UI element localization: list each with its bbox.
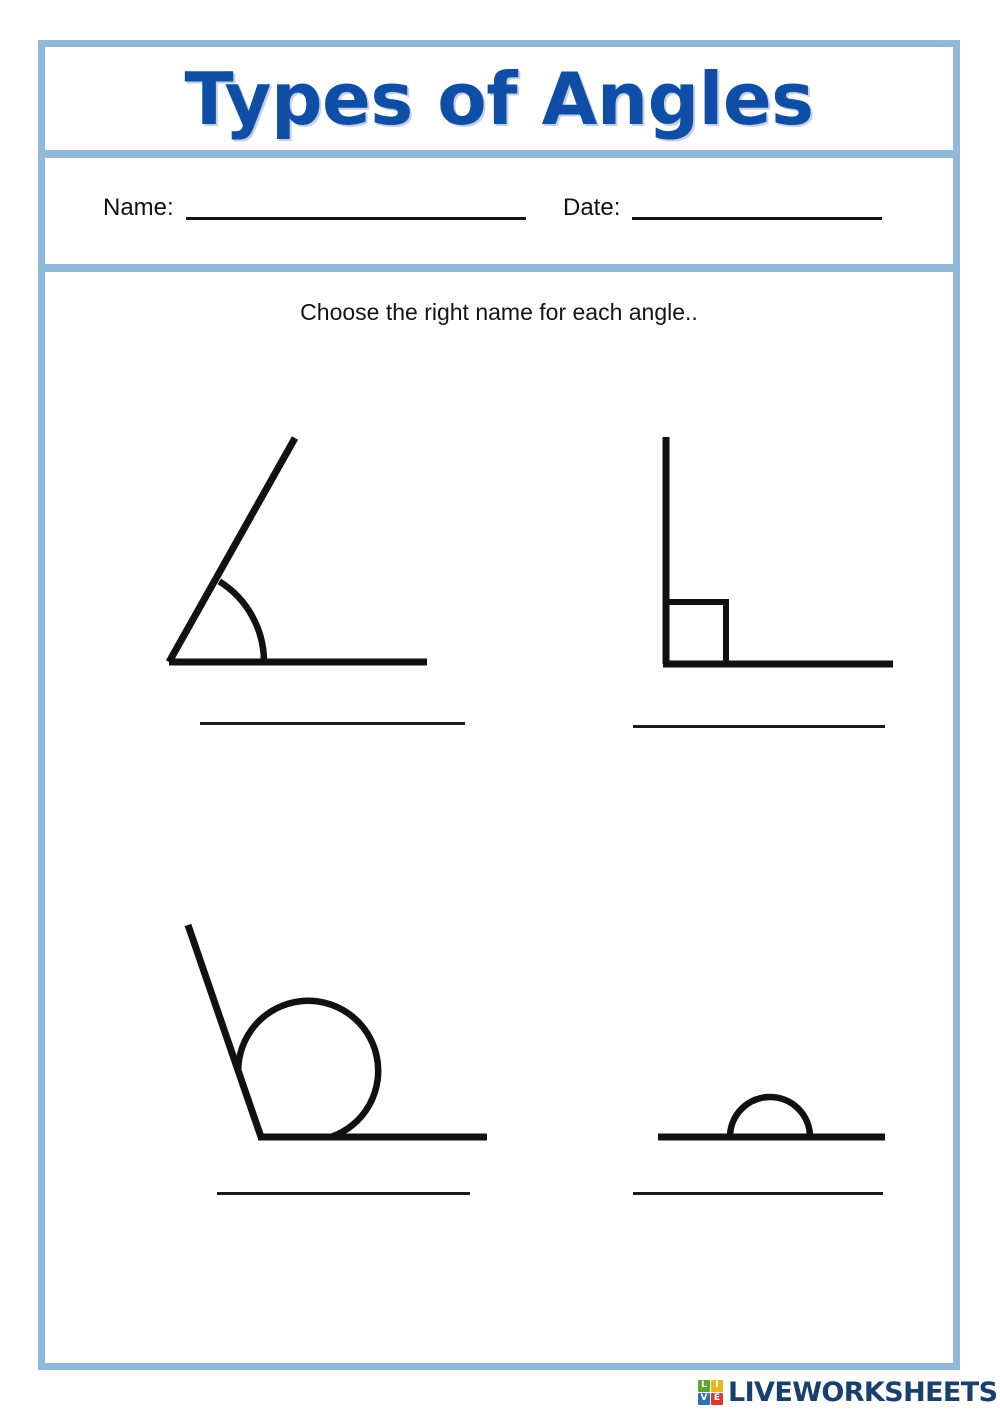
mark-letter-e: E — [711, 1393, 723, 1405]
question-1 — [135, 412, 515, 762]
answer-line-1[interactable] — [200, 722, 465, 725]
acute-angle-arc-marker — [219, 581, 264, 662]
acute-angle-ray-slanted — [169, 438, 295, 662]
name-input[interactable] — [186, 216, 526, 220]
page-title: Types of Angles — [184, 56, 814, 141]
answer-line-4[interactable] — [633, 1192, 883, 1195]
obtuse-angle-arc-marker — [238, 1001, 378, 1137]
worksheet-body — [45, 272, 953, 1363]
obtuse-angle-figure — [105, 892, 505, 1172]
question-2 — [565, 412, 945, 762]
name-field-group — [103, 196, 526, 220]
mark-letter-v: V — [698, 1393, 710, 1405]
title-band — [45, 47, 953, 158]
worksheet-frame — [38, 40, 960, 1370]
date-label: Date: — [563, 194, 621, 221]
liveworksheets-logo[interactable] — [698, 1376, 997, 1408]
question-4 — [565, 892, 945, 1242]
mark-letter-l: L — [698, 1380, 710, 1392]
answer-line-2[interactable] — [633, 725, 885, 728]
liveworksheets-wordmark: LIVEWORKSHEETS — [728, 1376, 998, 1408]
right-angle-square-marker — [666, 602, 726, 664]
straight-angle-arc-marker — [730, 1097, 810, 1137]
right-angle-figure — [565, 412, 945, 702]
instruction-text: Choose the right name for each angle.. — [300, 299, 698, 325]
date-input[interactable] — [632, 216, 882, 220]
acute-angle-figure — [135, 412, 515, 702]
mark-letter-i: I — [711, 1380, 723, 1392]
question-3 — [105, 892, 505, 1242]
name-date-band — [45, 158, 953, 272]
name-label: Name: — [103, 194, 174, 221]
date-field-group — [563, 196, 882, 220]
liveworksheets-mark-icon — [698, 1380, 723, 1405]
straight-angle-figure — [565, 892, 945, 1172]
answer-line-3[interactable] — [217, 1192, 470, 1195]
